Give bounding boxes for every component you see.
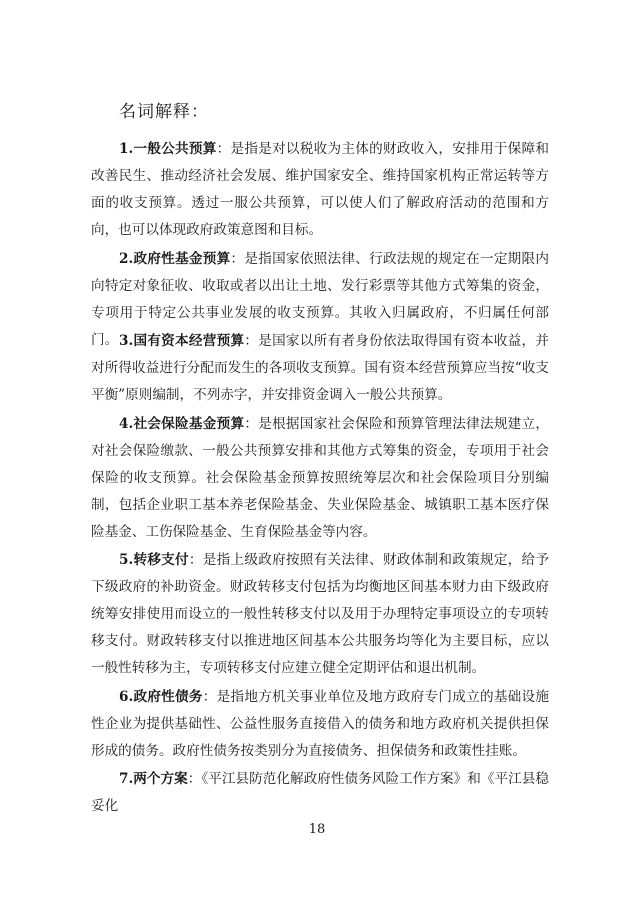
page-heading: 名词解释：: [119, 102, 209, 122]
definition-paragraph-1: [91, 136, 549, 244]
definition-paragraph-6: [91, 684, 549, 765]
definition-paragraph-4: [91, 411, 549, 546]
definition-term: 7.两个方案: [119, 771, 188, 787]
definition-term: 5.转移支付: [119, 552, 189, 568]
definition-term: 4.社会保险基金预算: [119, 416, 245, 432]
definition-text: ：是指是对以税收为主体的财政收入，安排用于保障和改善民生、推动经济社会发展、维护国家安全、维持国家机构正常运转等方面的收支预算。透过一服公共预算，可以使人们了解政府活动的范围和方向，也可以体现政府政策意图和目标。: [91, 141, 549, 238]
definition-text: ：是根据国家社会保险和预算管理法律法规建立，对社会保险缴款、一般公共预算安排和其他方式筹集的资金，专项用于社会保险的收支预算。社会保险基金预算按照统筹层次和社会保险项目分别编制，包括企业职工基本养老保险基金、失业保险基金、城镇职工基本医疗保险基金、工伤保险基金、生育保险基金等内容。: [91, 416, 549, 540]
definition-text: ：是指上级政府按照有关法律、财政体制和政策规定，给予下级政府的补助资金。财政转移支付包括为均衡地区间基本财力由下级政府统筹安排使用而设立的一般性转移支付以及用于办理特定事项设立的专项转移支付。财政转移支付以推进地区间基本公共服务均等化为主要目标，应以一般性转移为主，专项转移支付应建立健全定期评估和退出机制。: [91, 552, 549, 676]
definition-text: ：是国家以所有者身份依法取得国有资本收益，并对所得收益进行分配而发生的各项收支预算。国有资本经营预算应当按“收支平衡”原则编制，不列赤字，并安排资金调入一般公共预算。: [91, 333, 549, 403]
definition-text: ：《平江县防范化解政府性债务风险工作方案》和《平江县稳妥化: [91, 771, 549, 814]
definition-term: 3.国有资本经营预算: [119, 333, 245, 349]
definition-term: 2.政府性基金预算: [119, 251, 231, 267]
definition-term: 6.政府性债务: [119, 689, 203, 705]
definition-text: ：是指地方机关事业单位及地方政府专门成立的基础设施性企业为提供基础性、公益性服务直接借入的债务和地方政府机关提供担保形成的债务。政府性债务按类别分为直接债务、担保债务和政策性挂账。: [91, 689, 549, 759]
definition-paragraph-5: [91, 547, 549, 682]
definition-paragraph-7: [91, 766, 549, 820]
definition-paragraph-3: [91, 328, 549, 409]
page-number: 18: [308, 822, 326, 837]
definition-term: 1.一般公共预算: [119, 141, 217, 157]
definition-text: ：是指国家依照法律、行政法规的规定在一定期限内向特定对象征收、收取或者以出让土地、发行彩票等其他方式筹集的资金，专项用于特定公共事业发展的收支预算。其收入归属政府，不归属任何部门。: [91, 251, 549, 348]
